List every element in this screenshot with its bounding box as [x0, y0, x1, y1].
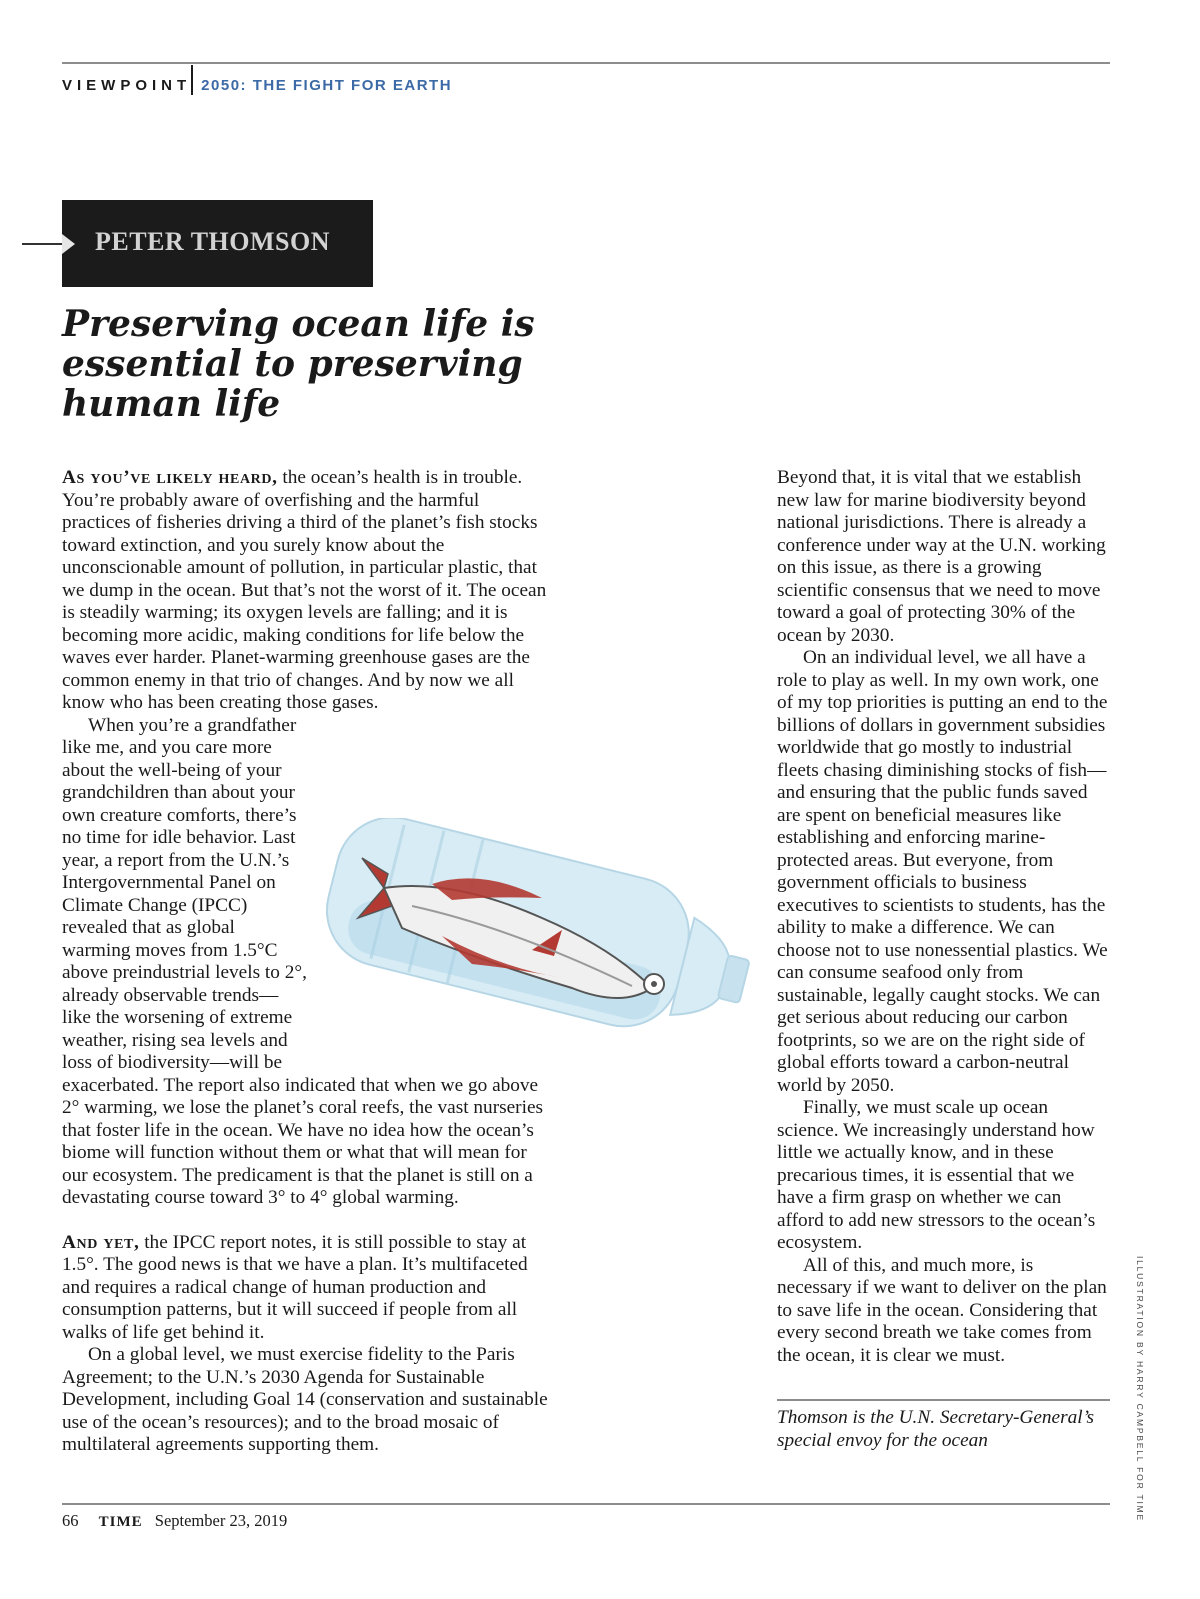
paragraph: On an individual level, we all have a role to play as well. In my own work, one of my top priorities is putting an end to the billions of dollars in government subsidies worldwide that go mostly to industrial fleets chasing diminishing stocks of fish—and ensuring that the public funds saved are spent on beneficial measures like establishing and enforcing marine-protected areas. But everyone, from government officials to business executives to scientists to students, has the ability to make a difference. We can choose not to use nonessential plastics. We can consume seafood only from sustainable, legally caught stocks. We can get serious about reducing our carbon footprints, so we are on the right side of global efforts toward a carbon-neutral world by 2050.	[777, 647, 1108, 1096]
top-rule	[62, 62, 1110, 64]
magazine-brand: TIME	[98, 1514, 143, 1530]
author-name: PETER THOMSON	[95, 227, 331, 256]
credit-text: ILLUSTRATION BY HARRY CAMPBELL FOR TIME	[1135, 1255, 1145, 1523]
paragraph: All of this, and much more, is necessary if we want to deliver on the plan to save life in the ocean. Considering that every second breath we take comes from the ocean, it is clear we must.	[777, 1254, 1107, 1366]
article-column-right	[777, 467, 1112, 1367]
section-label: VIEWPOINT	[62, 76, 192, 94]
section-divider	[191, 65, 193, 95]
section-header	[62, 75, 452, 95]
series-label: 2050: THE FIGHT FOR EARTH	[201, 76, 453, 94]
page-number: 66	[62, 1511, 79, 1530]
paragraph	[62, 467, 552, 715]
fish-in-plastic-bottle-illustration	[292, 818, 764, 1046]
illustration-credit	[1130, 1255, 1150, 1523]
paragraph: On a global level, we must exercise fidelity to the Paris Agreement; to the U.N.’s 2030 Agenda for Sustainable Development, including Goal 14 (conservation and sustainable use of the ocean’s resources); and to the broad mosaic of multilateral agreements supporting them.	[62, 1344, 548, 1455]
paragraph	[62, 1232, 552, 1345]
author-bio: Thomson is the U.N. Secretary-General’s special envoy for the ocean	[777, 1407, 1095, 1451]
bottom-rule	[62, 1503, 1110, 1505]
bio-rule	[777, 1399, 1110, 1401]
paragraph: Beyond that, it is vital that we establish new law for marine biodiversity beyond national jurisdictions. There is already a conference under way at the U.N. working on this issue, as there is a growing scientific consensus that we need to move toward a goal of protecting 30% of the ocean by 2030.	[777, 467, 1106, 646]
paragraph-text: the IPCC report notes, it is still possible to stay at 1.5°. The good news is that we have a plan. It’s multifaceted and requires a radical change of human production and consumption patterns, but it will succeed if people from all walks of life get behind it.	[62, 1231, 528, 1343]
lead-in: As you’ve likely heard,	[62, 467, 278, 488]
headline: Preserving ocean life is essential to preserving human life	[62, 303, 535, 425]
author-pointer-line	[22, 243, 64, 245]
paragraph-text: the ocean’s health is in trouble. You’re probably aware of overfishing and the harmful practices of fisheries driving a third of the planet’s fish stocks toward extinction, and you surely know about the unconscionable amount of pollution, in particular plastic, that we dump in the ocean. But that’s not the worst of it. The ocean is steadily warming; its oxygen levels are falling; and it is becoming more acidic, making conditions for life below the waves ever harder. Planet-warming greenhouse gases are the common enemy in that trio of changes. And by now we all know who has been creating those gases.	[62, 467, 547, 713]
paragraph: Finally, we must scale up ocean science. We increasingly understand how little we actually know, and in these precarious times, it is essential that we have a firm grasp on whether we can afford to add new stressors to the ocean’s ecosystem.	[777, 1097, 1096, 1253]
paragraph: When you’re a grandfather like me, and you care more about the well-being of your grandchildren than about your own creature comforts, there’s no time for idle behavior. Last year, a report from the U.N.’s Intergovernmental Panel on Climate Change (IPCC) revealed that as global warming moves from 1.5°C above preindustrial levels to 2°, already observable trends—like the worsening of extreme weather, rising sea levels and loss of biodiversity—will be exacerbated. The report also indicated that when we go above 2° warming, we lose the planet’s coral reefs, the vast nurseries that foster life in the ocean. We have no idea how the ocean’s biome will function without them or what that will mean for our ecosystem. The predicament is that the planet is still on a devastating course toward 3° to 4° global warming.	[62, 714, 544, 1208]
lead-in: And yet,	[62, 1231, 140, 1253]
page-footer	[62, 1511, 287, 1531]
arrow-right-icon	[62, 234, 75, 254]
issue-date: September 23, 2019	[154, 1511, 288, 1530]
